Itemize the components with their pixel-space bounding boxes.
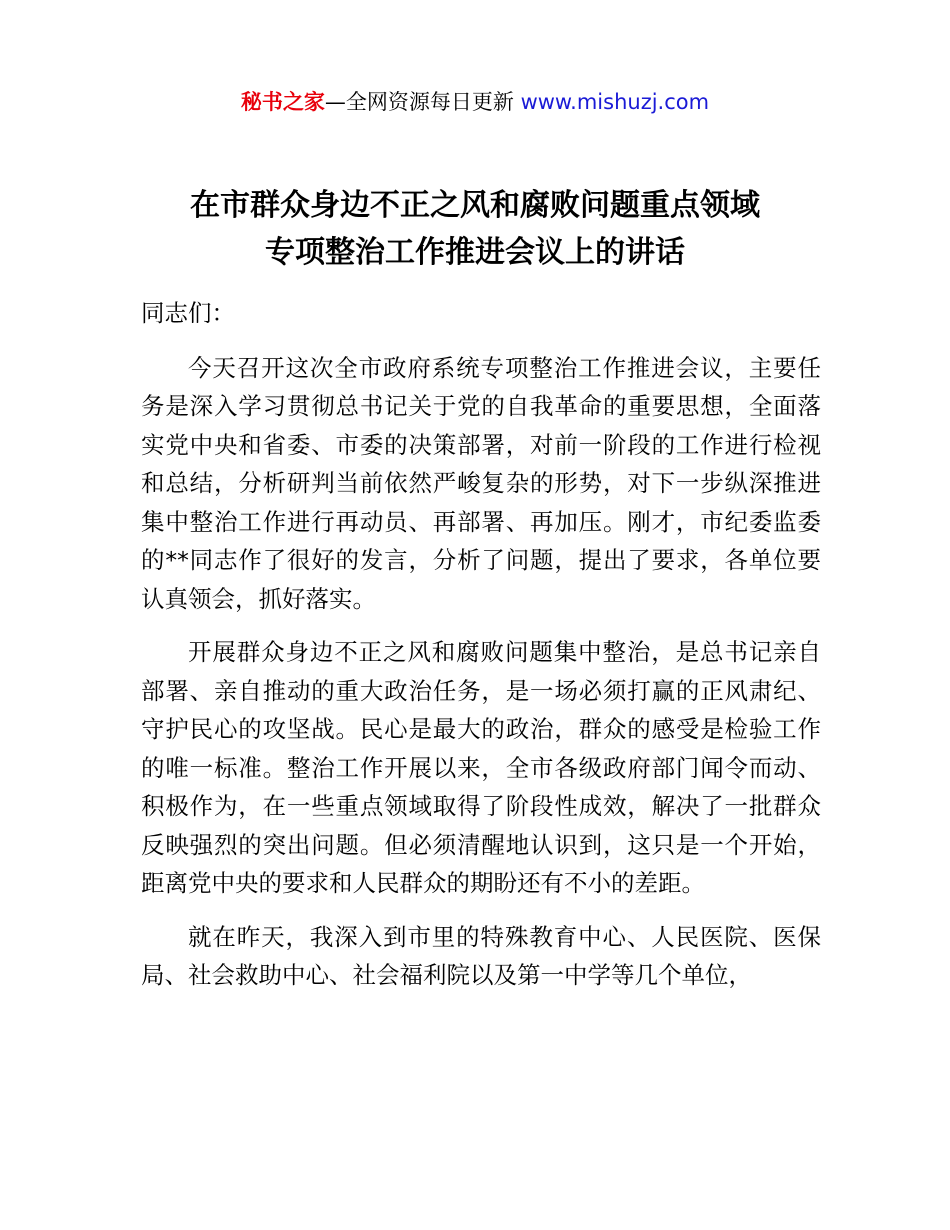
salutation: 同志们： xyxy=(141,299,235,327)
paragraph-1: 今天召开这次全市政府系统专项整治工作推进会议，主要任务是深入学习贯彻总书记关于党的自我革命的重要思想，全面落实党中央和省委、市委的决策部署，对前一阶段的工作进行检视和总结，分析研判当前依然严峻复杂的形势，对下一步纵深推进集中整治工作进行再动员、再部署、再加压。刚才，市纪委监委的**同志作了很好的发言，分析了问题，提出了要求，各单位要认真领会，抓好落实。 xyxy=(141,353,821,613)
site-slogan: —全网资源每日更新 xyxy=(324,90,521,114)
paragraph-3: 就在昨天，我深入到市里的特殊教育中心、人民医院、医保局、社会救助中心、社会福利院以及第一中学等几个单位， xyxy=(141,922,821,989)
document-body xyxy=(141,294,821,1010)
paragraph-2: 开展群众身边不正之风和腐败问题集中整治，是总书记亲自部署、亲自推动的重大政治任务，是一场必须打赢的正风肃纪、守护民心的攻坚战。民心是最大的政治，群众的感受是检验工作的唯一标准。整治工作开展以来，全市各级政府部门闻令而动、积极作为，在一些重点领域取得了阶段性成效，解决了一批群众反映强烈的突出问题。但必须清醒地认识到，这只是一个开始，距离党中央的要求和人民群众的期盼还有不小的差距。 xyxy=(141,638,821,897)
site-brand: 秘书之家 xyxy=(240,90,325,114)
title-line-2: 专项整治工作推进会议上的讲话 xyxy=(265,235,685,270)
site-header xyxy=(0,86,950,118)
site-url-link[interactable]: www.mishuzj.com xyxy=(520,90,710,114)
document-title xyxy=(0,182,950,276)
title-line-1: 在市群众身边不正之风和腐败问题重点领域 xyxy=(190,188,760,223)
